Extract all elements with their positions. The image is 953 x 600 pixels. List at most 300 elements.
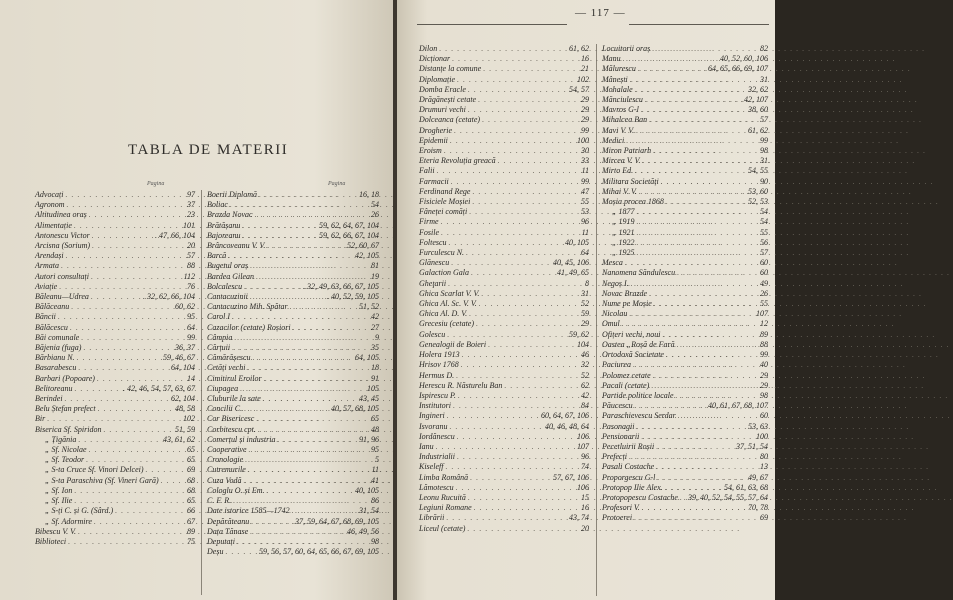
entry-page: 86 xyxy=(371,496,379,506)
entry-name: Cantacuzinii xyxy=(207,292,248,302)
entry-name: „ 1919 xyxy=(612,217,635,227)
index-entry xyxy=(602,493,768,503)
entry-name: „ Țigănia xyxy=(45,434,77,444)
entry-name: Agronom xyxy=(35,200,65,210)
entry-name: Protopopescu Costache xyxy=(602,492,678,502)
dot-leader xyxy=(652,44,758,54)
entry-name: Mavros G-l xyxy=(602,105,639,115)
dot-leader xyxy=(452,54,579,64)
entry-page: 31 xyxy=(760,74,768,84)
entry-page: 42, 105 xyxy=(355,251,379,261)
entry-name: „ 1877 xyxy=(612,207,635,217)
entry-name: Grecesiu (cetate) xyxy=(419,319,475,329)
dot-leader xyxy=(242,231,317,241)
entry-name: Cămărășescu xyxy=(207,353,251,363)
entry-page: 49 xyxy=(760,278,768,288)
index-entry xyxy=(35,292,195,302)
entry-page: 40, 57, 68, 105 xyxy=(331,404,379,414)
entry-name: Moșia procea 1868 xyxy=(602,197,664,207)
entry-name: Ingineri xyxy=(419,411,445,421)
dot-leader xyxy=(649,115,758,125)
dot-leader xyxy=(678,411,758,421)
entry-page: 31 xyxy=(581,288,589,298)
dot-leader xyxy=(89,210,185,220)
entry-name: Cronologie xyxy=(207,455,244,465)
dot-leader xyxy=(468,105,579,115)
entry-page: 51, 59 xyxy=(175,424,195,434)
dot-leader xyxy=(94,517,185,527)
index-entry xyxy=(35,251,195,261)
index-entry xyxy=(207,455,379,465)
entry-page: 18 xyxy=(371,363,379,373)
index-entry xyxy=(602,309,768,319)
index-entry xyxy=(207,231,379,241)
index-entry xyxy=(35,465,195,475)
index-entry xyxy=(419,330,589,340)
dot-leader xyxy=(439,44,567,54)
dot-leader xyxy=(642,503,746,513)
entry-name: Pasali Costache xyxy=(602,462,655,472)
entry-name: Cologlu O. și Em. xyxy=(207,485,265,495)
dot-leader xyxy=(437,166,580,176)
entry-page: 16, 18 xyxy=(359,190,379,199)
entry-page: 62, 104 xyxy=(171,394,195,404)
entry-page: 48, 58 xyxy=(175,404,195,414)
entry-page: 59, 62 xyxy=(569,329,589,339)
dot-leader xyxy=(441,228,580,238)
entry-page: 20 xyxy=(187,241,195,251)
dot-leader xyxy=(639,187,746,197)
entry-name: „ Sf. Ion xyxy=(45,485,73,495)
entry-name: Deputați xyxy=(207,536,235,546)
entry-name: Gheţarii xyxy=(419,278,447,288)
entry-name: Pasonagii xyxy=(602,421,635,431)
dot-leader xyxy=(449,238,563,248)
index-entry xyxy=(419,319,589,329)
entry-name: Fisiciele Moșiei xyxy=(419,197,471,207)
entry-page: 57 xyxy=(760,115,768,125)
dot-leader xyxy=(462,350,579,360)
entry-page: 101 xyxy=(183,220,195,230)
entry-name: „ 1925 xyxy=(612,248,635,258)
entry-page: 60, 62 xyxy=(175,302,195,312)
dot-leader xyxy=(636,126,746,136)
index-entry xyxy=(419,115,589,125)
entry-name: Mihai V. V. xyxy=(602,186,637,196)
dot-leader xyxy=(232,312,369,322)
entry-page: 55 xyxy=(760,227,768,237)
dot-leader xyxy=(71,302,173,312)
index-column-right-2 xyxy=(602,44,768,524)
index-entry xyxy=(419,105,589,115)
entry-page: 70, 78 xyxy=(748,503,768,513)
index-entry xyxy=(602,360,768,370)
index-entry xyxy=(602,54,768,64)
index-entry xyxy=(35,200,195,210)
index-entry xyxy=(35,272,195,282)
dot-leader xyxy=(233,496,369,506)
index-entry xyxy=(207,333,379,343)
entry-page: 100 xyxy=(756,431,768,441)
index-entry xyxy=(602,381,768,391)
dot-leader xyxy=(456,371,579,381)
index-entry xyxy=(35,231,195,241)
entry-page: 12 xyxy=(760,319,768,329)
entry-name: Dicționar xyxy=(419,54,451,64)
index-entry xyxy=(602,279,768,289)
entry-name: Băjenia (fuga) xyxy=(35,343,82,353)
dot-leader xyxy=(77,353,161,363)
entry-name: Berindei xyxy=(35,394,63,404)
index-entry xyxy=(602,432,768,442)
entry-page: 59, 62, 66, 67, 104 xyxy=(319,230,379,240)
entry-page: 26 xyxy=(371,210,379,220)
dot-leader xyxy=(78,527,185,537)
entry-page: 40, 105 xyxy=(565,237,589,247)
index-entry xyxy=(207,353,379,363)
dot-leader xyxy=(643,156,758,166)
entry-page: 46 xyxy=(581,350,589,360)
entry-name: Profesori V. xyxy=(602,503,640,513)
entry-page: . 32, 62, 66, 104 xyxy=(143,292,195,302)
index-entry xyxy=(419,381,589,391)
dot-leader xyxy=(651,381,758,391)
entry-name: Locuitorii oraș xyxy=(602,44,651,53)
entry-name: Legiuni Romane xyxy=(419,503,472,513)
index-entry xyxy=(602,401,768,411)
entry-name: Ghica Al. D. V. xyxy=(419,309,468,319)
entry-name: „ Sf. Teodor xyxy=(45,455,85,465)
dot-leader xyxy=(161,476,185,486)
index-entry xyxy=(207,506,379,516)
dot-leader xyxy=(98,404,173,414)
index-entry xyxy=(207,435,379,445)
index-entry xyxy=(602,64,768,74)
entry-name: Pecetluirii Roșii xyxy=(602,441,655,451)
entry-page: 64 xyxy=(581,248,589,258)
entry-name: Leonu Rucuită xyxy=(419,492,466,502)
dot-leader xyxy=(256,272,369,282)
dot-leader xyxy=(70,323,185,333)
dot-leader xyxy=(444,146,579,156)
entry-page: 29 xyxy=(760,370,768,380)
entry-name: Bărbianu N. xyxy=(35,353,75,363)
entry-page: 31 xyxy=(760,156,768,166)
entry-name: Ianu xyxy=(419,441,434,451)
entry-page: 82 xyxy=(760,44,768,53)
index-entry xyxy=(602,513,768,523)
entry-page: 40, 105 xyxy=(355,485,379,495)
entry-name: Fâneței comăți xyxy=(419,207,468,217)
index-entry xyxy=(602,462,768,472)
entry-page: 60 xyxy=(760,411,768,421)
entry-page: 75 xyxy=(187,536,195,546)
entry-page: 59, 46, 67 xyxy=(163,353,195,363)
dot-leader xyxy=(258,425,369,435)
entry-name: Bălăceanu xyxy=(35,302,70,312)
dot-leader xyxy=(66,251,185,261)
dot-leader xyxy=(65,190,185,200)
left-page xyxy=(0,0,393,600)
index-column-left-1 xyxy=(35,190,195,547)
entry-page: 29 xyxy=(581,105,589,115)
entry-name: „ 1922 xyxy=(612,237,635,247)
entry-page: 42, 107 xyxy=(744,95,768,105)
index-entry xyxy=(602,126,768,136)
dot-leader xyxy=(638,64,706,74)
index-entry xyxy=(419,268,589,278)
index-entry xyxy=(207,537,379,547)
index-entry xyxy=(35,374,195,384)
index-entry xyxy=(207,251,379,261)
index-entry xyxy=(419,64,589,74)
index-entry xyxy=(419,197,589,207)
entry-page: 42 xyxy=(581,390,589,400)
entry-page: 64, 105 xyxy=(355,353,379,363)
dot-leader xyxy=(448,279,583,289)
dot-leader xyxy=(78,363,169,373)
dot-leader xyxy=(649,289,758,299)
index-entry xyxy=(207,221,379,231)
dot-leader xyxy=(458,391,579,401)
index-entry xyxy=(35,333,195,343)
dot-leader xyxy=(469,207,579,217)
entry-name: „ S-ta Paraschiva (Sf. Vineri Gară) xyxy=(45,475,159,485)
entry-page: 106 xyxy=(577,482,589,492)
entry-page: 40, 46, 48, 64 xyxy=(545,421,589,431)
index-entry xyxy=(207,261,379,271)
dot-leader xyxy=(680,493,686,503)
dot-leader xyxy=(47,414,181,424)
entry-page: 69 xyxy=(187,465,195,475)
index-entry xyxy=(35,384,195,394)
dot-leader xyxy=(59,282,185,292)
index-entry xyxy=(207,282,379,292)
entry-page: 43, 74 xyxy=(569,513,589,523)
index-entry xyxy=(207,302,379,312)
dot-leader xyxy=(92,241,185,251)
entry-name: Holera 1913 xyxy=(419,350,460,360)
index-entry xyxy=(419,75,589,85)
entry-page: 11 xyxy=(371,465,379,475)
entry-page: 37, 59, 64, 67, 68, 69, 105 xyxy=(295,516,379,526)
entry-page: . 47, 66, 104 xyxy=(155,230,195,240)
dot-leader xyxy=(447,411,539,421)
dot-leader xyxy=(68,537,185,547)
dot-leader xyxy=(635,401,706,411)
entry-page: 81 xyxy=(371,261,379,271)
entry-name: Belitoreanu xyxy=(35,383,73,393)
entry-page: 53 xyxy=(581,207,589,217)
index-entry xyxy=(419,473,589,483)
index-entry xyxy=(207,527,379,537)
index-entry xyxy=(207,384,379,394)
index-entry xyxy=(35,517,195,527)
index-entry xyxy=(207,496,379,506)
index-entry xyxy=(419,156,589,166)
index-entry xyxy=(419,248,589,258)
entry-name: Băi comunale xyxy=(35,332,80,342)
index-entry xyxy=(419,452,589,462)
dot-leader xyxy=(290,302,357,312)
entry-page: 60, 64, 67, 106 xyxy=(541,411,589,421)
entry-name: Medici xyxy=(602,135,625,145)
dot-leader xyxy=(629,309,754,319)
entry-page: 21 xyxy=(581,64,589,74)
entry-page: 97 xyxy=(187,190,195,199)
entry-page: 74 xyxy=(581,462,589,472)
dot-leader xyxy=(636,228,758,238)
entry-page: 35 xyxy=(371,343,379,353)
dot-leader xyxy=(225,547,257,557)
dot-leader xyxy=(653,371,758,381)
index-entry xyxy=(35,404,195,414)
index-entry xyxy=(419,44,589,54)
column-heading-page-2: Pagina xyxy=(328,181,346,187)
index-entry xyxy=(419,136,589,146)
entry-name: Mihalcea Ban xyxy=(602,115,648,125)
index-entry xyxy=(35,282,195,292)
entry-name: Institutori xyxy=(419,401,452,411)
entry-page: 99 xyxy=(581,125,589,135)
entry-name: Cimitirul Eroilor xyxy=(207,373,262,383)
dot-leader xyxy=(666,197,746,207)
dot-leader xyxy=(636,422,746,432)
dot-leader xyxy=(661,177,758,187)
entry-name: „ S-ta Cruce Sf. Vinori Delcei) xyxy=(45,465,144,475)
entry-page: 51, 52 xyxy=(359,302,379,312)
entry-page: 41, 49, 65 xyxy=(557,268,589,278)
index-entry xyxy=(35,445,195,455)
dot-leader xyxy=(482,115,579,125)
dot-leader xyxy=(645,95,742,105)
entry-name: Bardea Gilean xyxy=(207,271,255,281)
index-column-left-2 xyxy=(207,190,379,557)
entry-page: 41 xyxy=(371,475,379,485)
dot-leader xyxy=(237,537,369,547)
dot-leader xyxy=(74,384,121,394)
entry-page: 91, 96 xyxy=(359,434,379,444)
entry-name: Armata xyxy=(35,261,59,271)
dot-leader xyxy=(478,95,579,105)
index-entry xyxy=(419,422,589,432)
entry-name: Partide politice locale xyxy=(602,390,674,400)
entry-page: 57, 67, 106 xyxy=(553,472,589,482)
entry-page: 65 xyxy=(187,496,195,506)
dot-leader xyxy=(472,187,579,197)
entry-page: 53, 60 xyxy=(748,186,768,196)
index-entry xyxy=(35,261,195,271)
entry-name: Barcă xyxy=(207,251,227,261)
index-entry xyxy=(207,312,379,322)
dot-leader xyxy=(479,299,579,309)
dot-leader xyxy=(622,319,758,329)
dot-leader xyxy=(449,422,543,432)
entry-name: Corbitescu cpt. xyxy=(207,424,256,434)
entry-page: 54, 61, 63, 68 xyxy=(724,482,768,492)
entry-name: Nicolau xyxy=(602,309,628,319)
entry-name: Polomez cetate xyxy=(602,370,651,380)
entry-name: Eteria Revoluția greacă xyxy=(419,156,496,166)
entry-page: 38, 60 xyxy=(748,105,768,115)
dot-leader xyxy=(66,200,185,210)
entry-name: Nanomena Săndulescu xyxy=(602,268,676,278)
dot-leader xyxy=(472,197,579,207)
dot-leader xyxy=(436,442,575,452)
entry-page: 68 xyxy=(187,475,195,485)
dot-leader xyxy=(625,258,758,268)
index-entry xyxy=(602,452,768,462)
index-entry xyxy=(419,279,589,289)
entry-name: Foltescu xyxy=(419,237,447,247)
entry-page: 23 xyxy=(187,210,195,220)
dot-leader xyxy=(293,323,369,333)
index-entry xyxy=(419,177,589,187)
entry-name: Manu xyxy=(602,54,621,64)
dot-leader xyxy=(654,299,758,309)
dot-leader xyxy=(635,166,746,176)
entry-page: 98 xyxy=(760,390,768,400)
index-entry xyxy=(602,473,768,483)
dot-leader xyxy=(504,381,579,391)
dot-leader xyxy=(474,503,579,513)
index-entry xyxy=(419,442,589,452)
entry-page: 19 xyxy=(371,271,379,281)
entry-name: Drogherie xyxy=(419,125,453,135)
index-entry xyxy=(419,524,589,534)
entry-page: 84 xyxy=(581,401,589,411)
index-entry xyxy=(207,425,379,435)
index-entry xyxy=(419,513,589,523)
entry-page: 54, 55 xyxy=(748,166,768,176)
dot-leader xyxy=(245,455,373,465)
entry-name: Câmpia xyxy=(207,332,233,342)
dot-leader xyxy=(641,432,754,442)
entry-page: 43, 61, 62 xyxy=(163,434,195,444)
dot-leader xyxy=(630,75,758,85)
entry-name: Firme xyxy=(419,217,439,227)
index-entry xyxy=(419,217,589,227)
index-entry xyxy=(419,350,589,360)
dot-leader xyxy=(91,292,141,302)
dot-leader xyxy=(456,483,575,493)
entry-page: 52 xyxy=(581,299,589,309)
entry-name: Omul xyxy=(602,319,620,329)
index-entry xyxy=(207,374,379,384)
dot-leader xyxy=(259,190,357,200)
index-entry xyxy=(419,54,589,64)
dot-leader xyxy=(451,258,551,268)
entry-name: Bălăcescu xyxy=(35,322,68,332)
dot-leader xyxy=(488,340,575,350)
entry-name: Genealogii de Boieri xyxy=(419,339,487,349)
entry-name: Falii xyxy=(419,166,435,176)
dot-leader xyxy=(450,136,575,146)
entry-page: 89 xyxy=(187,526,195,536)
entry-name: Epidemii xyxy=(419,135,448,145)
entry-page: 39, 40, 52, 54, 55, 57, 64 xyxy=(688,492,768,502)
entry-name: Drăgănești cetate xyxy=(419,95,477,105)
dot-leader xyxy=(244,282,301,292)
dot-leader xyxy=(623,54,718,64)
entry-name: Ortodoxă Societate xyxy=(602,350,664,360)
entry-page: 98 xyxy=(760,146,768,156)
index-entry xyxy=(35,302,195,312)
entry-name: Cetăți vechi xyxy=(207,363,246,373)
entry-name: Bajoreanu xyxy=(207,230,241,240)
dot-leader xyxy=(92,231,153,241)
dot-leader xyxy=(146,465,186,475)
